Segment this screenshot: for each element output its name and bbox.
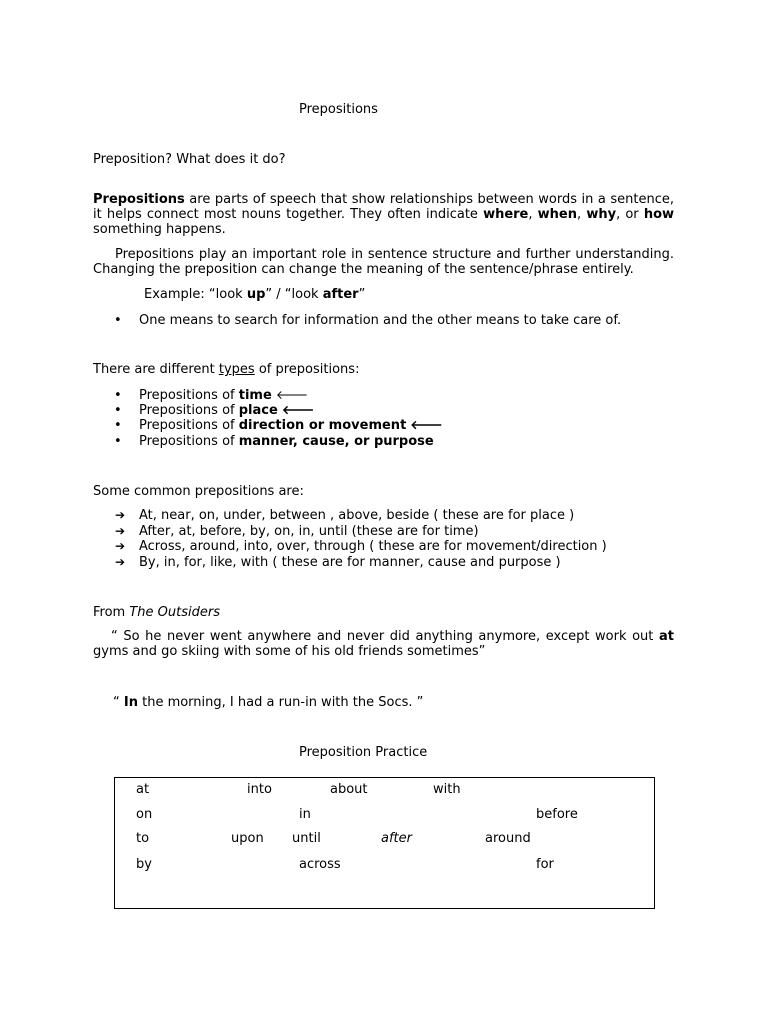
word-before: before bbox=[536, 807, 578, 822]
common-item: At, near, on, under, between , above, beside ( these are for place ) bbox=[139, 508, 575, 523]
intro-sep-3: , or bbox=[616, 207, 644, 222]
bullet-dot: • bbox=[114, 313, 122, 328]
source-line bbox=[93, 605, 220, 620]
word-to: to bbox=[136, 831, 150, 846]
practice-word-box bbox=[114, 777, 655, 909]
type-name: direction or movement bbox=[238, 418, 407, 433]
practice-title: Preposition Practice bbox=[299, 745, 428, 760]
quote-1-close: gyms and go skiing with some of his old friends sometimes” bbox=[93, 644, 486, 659]
intro-sep-1: , bbox=[528, 207, 538, 222]
left-arrow-icon: 🡐 bbox=[281, 403, 315, 417]
word-by: by bbox=[136, 857, 152, 872]
right-arrow-icon: ➔ bbox=[115, 555, 126, 569]
quote-2-close: the morning, I had a run-in with the Socs. ” bbox=[137, 695, 424, 710]
intro-term: Prepositions bbox=[93, 192, 185, 207]
intro-text-2: something happens. bbox=[93, 222, 226, 237]
example-up: up bbox=[246, 287, 266, 302]
types-intro-before: There are different bbox=[93, 362, 219, 377]
intro-why: why bbox=[586, 207, 617, 222]
intro-text-1: are parts of speech that show relationships between words in a sentence, it helps connect most nouns together. They often indicate bbox=[93, 192, 674, 222]
type-prefix: Prepositions of bbox=[139, 388, 239, 403]
type-item bbox=[139, 434, 434, 449]
word-across: across bbox=[299, 857, 341, 872]
word-for: for bbox=[536, 857, 554, 872]
quote-1-open: “ So he never went anywhere and never did anything anymore, except work out bbox=[111, 629, 659, 644]
types-intro-after: of prepositions: bbox=[254, 362, 360, 377]
type-prefix: Prepositions of bbox=[139, 434, 239, 449]
word-with: with bbox=[433, 782, 461, 797]
bullet-dot: • bbox=[114, 403, 122, 418]
intro-sep-2: , bbox=[577, 207, 587, 222]
example-middle: ” / “look bbox=[265, 287, 323, 302]
quote-2-bold: In bbox=[123, 695, 138, 710]
type-prefix: Prepositions of bbox=[139, 403, 239, 418]
bullet-dot: • bbox=[114, 388, 122, 403]
common-intro: Some common prepositions are: bbox=[93, 484, 304, 499]
intro-where: where bbox=[483, 207, 529, 222]
types-intro bbox=[93, 362, 359, 377]
bullet-dot: • bbox=[114, 434, 122, 449]
word-about: about bbox=[330, 782, 368, 797]
word-around: around bbox=[485, 831, 531, 846]
word-at: at bbox=[136, 782, 150, 797]
word-on: on bbox=[136, 807, 153, 822]
common-item: Across, around, into, over, through ( these are for movement/direction ) bbox=[139, 539, 607, 554]
word-into: into bbox=[247, 782, 272, 797]
type-item bbox=[139, 418, 443, 433]
left-arrow-icon: 🡐 bbox=[410, 418, 443, 432]
intro-paragraph bbox=[93, 192, 674, 237]
quote-1 bbox=[93, 629, 674, 659]
right-arrow-icon: ➔ bbox=[115, 524, 126, 538]
type-item bbox=[139, 388, 308, 403]
word-in: in bbox=[299, 807, 311, 822]
section-question: Preposition? What does it do? bbox=[93, 152, 286, 167]
example-after: after bbox=[322, 287, 359, 302]
type-name: time bbox=[238, 388, 272, 403]
type-item bbox=[139, 403, 314, 418]
type-name: place bbox=[238, 403, 278, 418]
page-title: Prepositions bbox=[299, 102, 378, 117]
word-after: after bbox=[381, 831, 412, 846]
left-arrow-icon: 🡐 bbox=[275, 388, 309, 402]
bullet-dot: • bbox=[114, 418, 122, 433]
quote-2 bbox=[113, 695, 423, 710]
example-suffix: ” bbox=[358, 287, 366, 302]
word-upon: upon bbox=[231, 831, 264, 846]
example-bullet: One means to search for information and the other means to take care of. bbox=[139, 313, 622, 328]
common-item: After, at, before, by, on, in, until (these are for time) bbox=[139, 524, 479, 539]
example-line bbox=[144, 287, 365, 302]
word-until: until bbox=[292, 831, 321, 846]
type-name: manner, cause, or purpose bbox=[238, 434, 434, 449]
quote-2-open: “ bbox=[113, 695, 124, 710]
role-paragraph: Prepositions play an important role in sentence structure and further understanding. Changing the preposition can change the meaning of the sentence/phrase entirely. bbox=[93, 247, 674, 277]
type-prefix: Prepositions of bbox=[139, 418, 239, 433]
common-item: By, in, for, like, with ( these are for manner, cause and purpose ) bbox=[139, 555, 561, 570]
right-arrow-icon: ➔ bbox=[115, 539, 126, 553]
source-prefix: From bbox=[93, 605, 130, 620]
types-underlined: types bbox=[218, 362, 255, 377]
right-arrow-icon: ➔ bbox=[115, 508, 126, 522]
quote-1-bold: at bbox=[659, 629, 674, 644]
intro-how: how bbox=[643, 207, 675, 222]
book-title: The Outsiders bbox=[129, 605, 220, 620]
intro-when: when bbox=[537, 207, 578, 222]
example-prefix: Example: “look bbox=[144, 287, 247, 302]
